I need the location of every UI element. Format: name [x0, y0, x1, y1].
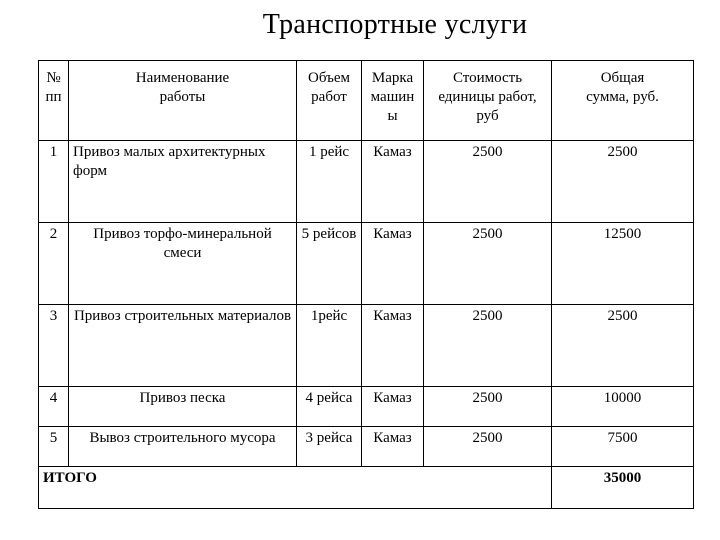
- row-unit-cost: 2500: [424, 141, 552, 223]
- row-total: 10000: [552, 387, 694, 427]
- row-total: 2500: [552, 141, 694, 223]
- row-total: 12500: [552, 223, 694, 305]
- row-name: Привоз торфо-минеральной смеси: [69, 223, 297, 305]
- row-num: 5: [39, 427, 69, 467]
- table-row: [39, 305, 694, 387]
- header-total: Общая сумма, руб.: [552, 61, 694, 141]
- row-brand: Камаз: [362, 141, 424, 223]
- total-value: 35000: [552, 467, 694, 509]
- row-unit-cost: 2500: [424, 305, 552, 387]
- row-brand: Камаз: [362, 427, 424, 467]
- row-brand: Камаз: [362, 223, 424, 305]
- table-row: [39, 141, 694, 223]
- row-total: 7500: [552, 427, 694, 467]
- row-brand: Камаз: [362, 305, 424, 387]
- row-unit-cost: 2500: [424, 387, 552, 427]
- services-table: [38, 60, 694, 509]
- row-volume: 1рейс: [297, 305, 362, 387]
- row-unit-cost: 2500: [424, 427, 552, 467]
- header-row: [39, 61, 694, 141]
- row-num: 3: [39, 305, 69, 387]
- header-name: Наименование работы: [69, 61, 297, 141]
- row-name: Привоз малых архитектурных форм: [69, 141, 297, 223]
- row-name: Привоз строительных материалов: [69, 305, 297, 387]
- row-num: 4: [39, 387, 69, 427]
- table-row: [39, 387, 694, 427]
- row-volume: 4 рейса: [297, 387, 362, 427]
- row-name: Вывоз строительного мусора: [69, 427, 297, 467]
- row-total: 2500: [552, 305, 694, 387]
- table-row: [39, 223, 694, 305]
- total-row: [39, 467, 694, 509]
- header-volume: Объем работ: [297, 61, 362, 141]
- table-row: [39, 427, 694, 467]
- row-volume: 1 рейс: [297, 141, 362, 223]
- row-name: Привоз песка: [69, 387, 297, 427]
- page-title: Транспортные услуги: [262, 9, 528, 40]
- row-volume: 3 рейса: [297, 427, 362, 467]
- row-num: 1: [39, 141, 69, 223]
- row-volume: 5 рейсов: [297, 223, 362, 305]
- row-num: 2: [39, 223, 69, 305]
- header-brand: Марка машин ы: [362, 61, 424, 141]
- row-brand: Камаз: [362, 387, 424, 427]
- row-unit-cost: 2500: [424, 223, 552, 305]
- header-num: № пп: [39, 61, 69, 141]
- header-unit-cost: Стоимость единицы работ, руб: [424, 61, 552, 141]
- total-label: ИТОГО: [39, 467, 552, 509]
